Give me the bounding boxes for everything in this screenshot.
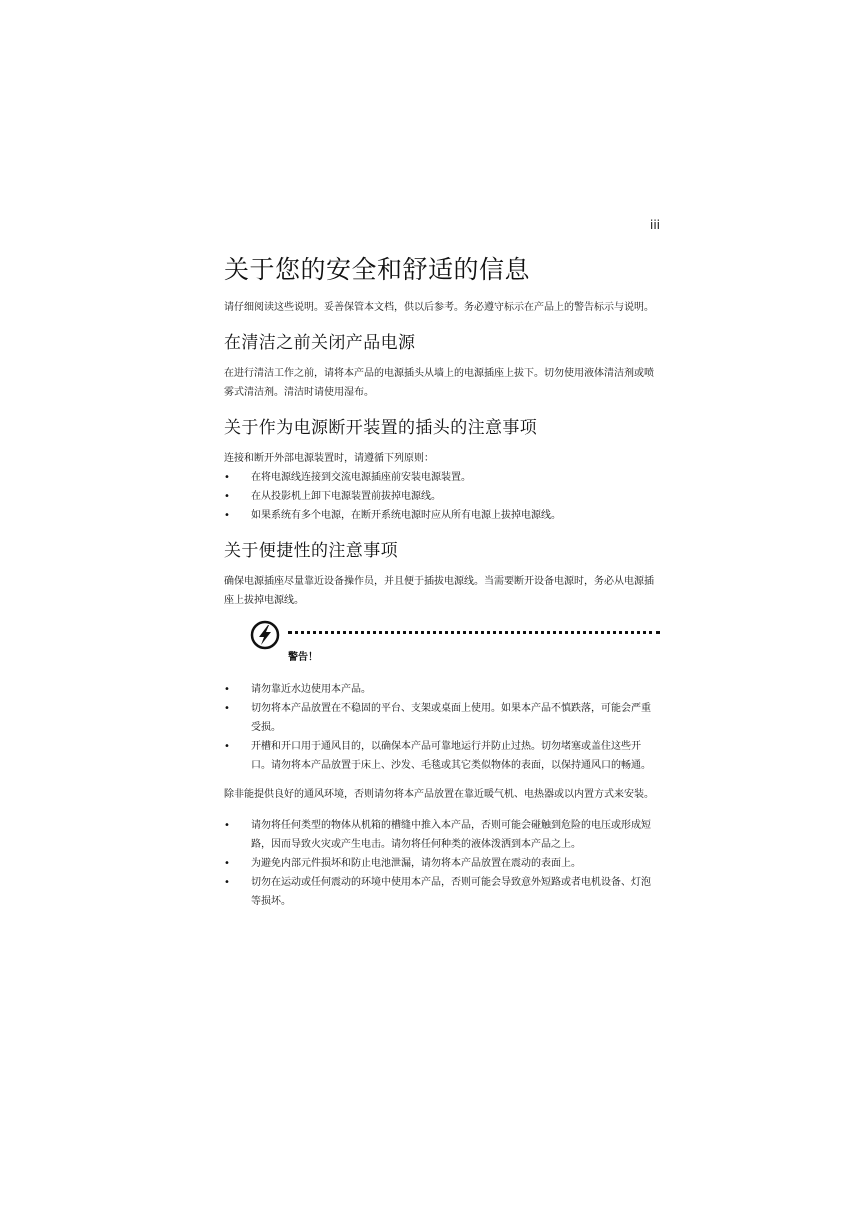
list-item: • 请勿将任何类型的物体从机箱的槽缝中推入本产品，否则可能会碰触到危险的电压或形成短路，因而导致火灾或产生电击。请勿将任何种类的液体泼洒到本产品之上。 <box>224 820 651 850</box>
list-item: • 如果系统有多个电源，在断开系统电源时应从所有电源上拔掉电源线。 <box>224 510 561 521</box>
warning-label: 警告！ <box>288 652 318 663</box>
section-body-cleaning: 在进行清洁工作之前，请将本产品的电源插头从墙上的电源插座上拔下。切勿使用液体清洁剂或喷雾式清洁剂。清洁时请使用湿布。 <box>224 368 654 398</box>
section-heading-cleaning: 在清洁之前关闭产品电源 <box>224 333 416 353</box>
section-heading-accessibility: 关于便捷性的注意事项 <box>224 541 398 561</box>
section-body-plug: 连接和断开外部电源装置时，请遵循下列原则： <box>224 453 434 464</box>
list-item: • 为避免内部元件损坏和防止电池泄漏，请勿将本产品放置在震动的表面上。 <box>224 858 581 869</box>
list-item: • 切勿在运动或任何震动的环境中使用本产品，否则可能会导致意外短路或者电机设备、灯泡等损坏。 <box>224 877 651 907</box>
section-body-accessibility: 确保电源插座尽量靠近设备操作员，并且便于插拔电源线。当需要断开设备电源时，务必从电源插座上拔掉电源线。 <box>224 576 654 606</box>
warning-block <box>224 620 660 670</box>
list-item: • 开槽和开口用于通风目的，以确保本产品可靠地运行并防止过热。切勿堵塞或盖住这些开口。请勿将本产品放置于床上、沙发、毛毯或其它类似物体的表面，以保持通风口的畅通。 <box>224 741 651 771</box>
document-body <box>224 252 660 911</box>
page-title: 关于您的安全和舒适的信息 <box>224 255 531 284</box>
warning-list-1 <box>224 680 660 775</box>
list-item: • 在从投影机上卸下电源装置前拔掉电源线。 <box>224 491 441 502</box>
warning-lightning-icon <box>250 620 280 650</box>
plug-rules-list <box>224 468 660 525</box>
warning-list-2 <box>224 816 660 911</box>
section-heading-plug: 关于作为电源断开装置的插头的注意事项 <box>224 418 538 438</box>
intro-paragraph: 请仔细阅读这些说明。妥善保管本文档，供以后参考。务必遵守标示在产品上的警告标示与说明。 <box>224 302 654 313</box>
list-item: • 在将电源线连接到交流电源插座前安装电源装置。 <box>224 472 471 483</box>
list-item: • 请勿靠近水边使用本产品。 <box>224 684 371 695</box>
ventilation-paragraph: 除非能提供良好的通风环境，否则请勿将本产品放置在靠近暖气机、电热器或以内置方式来安装。 <box>224 789 654 800</box>
page-number: iii <box>649 218 660 232</box>
list-item: • 切勿将本产品放置在不稳固的平台、支架或桌面上使用。如果本产品不慎跌落，可能会严重受损。 <box>224 703 651 733</box>
warning-divider <box>288 631 660 634</box>
